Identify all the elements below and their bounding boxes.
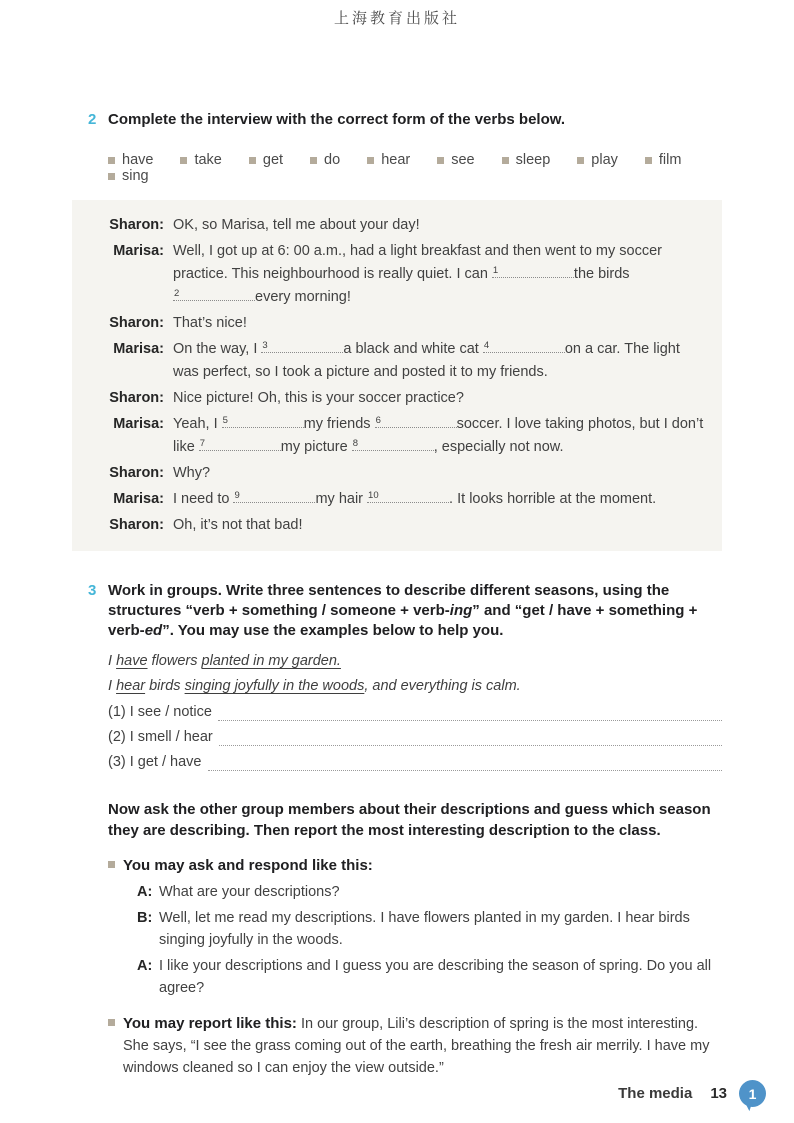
- word-bank-item: [502, 152, 551, 168]
- speech-text: I need to 9 my hair 10 . It looks horrible at the moment.: [173, 489, 657, 507]
- exercise-3-title: Work in groups. Write three sentences to describe different seasons, using the structures “verb + something / someone + verb-ing” and “get / have + something + verb-ed”. You may use the examples below to help you.: [108, 582, 698, 639]
- speaker-text: I like your descriptions and I guess you are describing the season of spring. Do you all agree?: [159, 958, 712, 996]
- footer-page-number: 13: [710, 1085, 727, 1102]
- dialogue-row: [84, 488, 706, 511]
- dialogue-row: [84, 462, 706, 485]
- exercise-2-number: 2: [88, 111, 97, 128]
- bullet-square-icon: [249, 157, 256, 164]
- dialogue-line-a2: [137, 955, 722, 999]
- word-bank-item: [367, 152, 410, 168]
- fill-in-blank-1[interactable]: 1: [492, 265, 574, 278]
- speaker-label: A:: [137, 958, 153, 974]
- speech-text: Well, I got up at 6: 00 a.m., had a light breakfast and then went to my soccer practice. This neighbourhood is really quiet. I can 1 the birds 2 every morning!: [173, 243, 662, 305]
- example-sentence-1: I have flowers planted in my garden.: [108, 653, 341, 669]
- word-bank-item: [249, 152, 283, 168]
- speaker-name: Marisa:: [113, 491, 164, 507]
- fill-in-blank-3[interactable]: 3: [261, 340, 343, 353]
- ask-respond-dialogue: [137, 881, 722, 999]
- speech-text: On the way, I 3 a black and white cat 4 on a car. The light was perfect, so I took a picture and posted it to my friends.: [173, 339, 680, 380]
- word-bank-word: see: [451, 152, 475, 168]
- write-line-label: (1) I see / notice: [108, 704, 212, 720]
- speech-text: Yeah, I 5 my friends 6 soccer. I love taking photos, but I don’t like 7 my picture 8 , especially not now.: [173, 414, 704, 455]
- word-bank-word: have: [122, 152, 154, 168]
- write-line-label: (3) I get / have: [108, 754, 202, 770]
- word-bank-word: play: [591, 152, 618, 168]
- report-body: In our group, Lili’s description of spring is the most interesting. She says, “I see the grass coming out of the earth, breathing the fresh air merrily. I have my windows cleaned so I can enjoy the view outside.”: [123, 1016, 710, 1076]
- fill-in-blank-9[interactable]: 9: [233, 490, 315, 503]
- dialogue-line-a1: [137, 881, 722, 903]
- speaker-name: Marisa:: [113, 416, 164, 432]
- write-line-3: [108, 750, 722, 775]
- word-bank-item: [437, 152, 474, 168]
- dialogue-row: [84, 387, 706, 410]
- speaker-text: Well, let me read my descriptions. I have flowers planted in my garden. I hear birds singing joyfully in the woods.: [159, 910, 690, 948]
- speech-text: Nice picture! Oh, this is your soccer practice?: [173, 390, 464, 406]
- speech-text: OK, so Marisa, tell me about your day!: [173, 217, 420, 233]
- followup-instruction: Now ask the other group members about their descriptions and guess which season they are describing. Then report the most interesting description to the class.: [108, 801, 711, 839]
- speaker-name: Sharon:: [109, 217, 164, 233]
- bullet-square-icon: [180, 157, 187, 164]
- bullet-square-icon: [108, 173, 115, 180]
- speaker-label: A:: [137, 884, 153, 900]
- publisher-header: 上海教育出版社: [333, 9, 460, 27]
- speaker-name: Sharon:: [109, 465, 164, 481]
- speaker-label: B:: [137, 910, 153, 926]
- speech-text: Oh, it’s not that bad!: [173, 517, 303, 533]
- ask-respond-section: [108, 855, 722, 999]
- word-bank: [108, 152, 722, 184]
- dialogue-row: [84, 240, 706, 309]
- report-text: [123, 1013, 722, 1079]
- word-bank-item: [108, 168, 149, 184]
- answer-line[interactable]: [219, 744, 722, 746]
- speaker-name: Sharon:: [109, 390, 164, 406]
- word-bank-word: take: [194, 152, 222, 168]
- speaker-name: Marisa:: [113, 243, 164, 259]
- fill-in-blank-2[interactable]: 2: [173, 288, 255, 301]
- word-bank-item: [577, 152, 618, 168]
- footer-section-title: The media: [618, 1085, 693, 1102]
- write-line-1: [108, 700, 722, 725]
- fill-in-blank-4[interactable]: 4: [483, 340, 565, 353]
- word-bank-word: film: [658, 152, 682, 168]
- word-bank-word: do: [324, 152, 341, 168]
- bullet-square-icon: [108, 861, 115, 868]
- fill-in-blank-6[interactable]: 6: [375, 415, 457, 428]
- answer-line[interactable]: [218, 719, 722, 721]
- page-footer: [618, 1080, 766, 1107]
- bullet-square-icon: [437, 157, 444, 164]
- dialogue-row: [84, 338, 706, 384]
- speaker-text: What are your descriptions?: [159, 884, 340, 900]
- bullet-square-icon: [645, 157, 652, 164]
- exercise-3-body: [108, 649, 722, 1079]
- word-bank-item: [180, 152, 221, 168]
- fill-in-blank-8[interactable]: 8: [352, 438, 434, 451]
- speaker-name: Marisa:: [113, 341, 164, 357]
- dialogue-row: [84, 514, 706, 537]
- example-sentence-2: I hear birds singing joyfully in the woods, and everything is calm.: [108, 678, 521, 694]
- dialogue-line-b: [137, 907, 722, 951]
- report-heading: You may report like this:: [123, 1015, 297, 1032]
- bullet-square-icon: [108, 157, 115, 164]
- bullet-square-icon: [310, 157, 317, 164]
- fill-in-blank-10[interactable]: 10: [367, 490, 449, 503]
- bullet-square-icon: [502, 157, 509, 164]
- bullet-square-icon: [108, 1019, 115, 1026]
- word-bank-word: sleep: [515, 152, 551, 168]
- unit-number-badge: 1: [739, 1080, 766, 1107]
- speaker-name: Sharon:: [109, 315, 164, 331]
- word-bank-word: get: [262, 152, 284, 168]
- answer-line[interactable]: [208, 769, 723, 771]
- dialogue-row: [84, 312, 706, 335]
- exercise-2-heading: [88, 110, 722, 130]
- bullet-square-icon: [577, 157, 584, 164]
- ask-respond-heading: You may ask and respond like this:: [123, 857, 373, 874]
- report-section: [108, 1013, 722, 1079]
- word-bank-word: hear: [381, 152, 411, 168]
- word-bank-item: [310, 152, 340, 168]
- speaker-name: Sharon:: [109, 517, 164, 533]
- exercise-3-heading: [88, 581, 722, 641]
- exercise-3-number: 3: [88, 582, 97, 599]
- dialogue-row: [84, 413, 706, 459]
- dialogue-row: [84, 214, 706, 237]
- fill-in-blank-5[interactable]: 5: [222, 415, 304, 428]
- word-bank-item: [645, 152, 682, 168]
- write-line-2: [108, 725, 722, 750]
- interview-dialogue-box: [72, 200, 722, 551]
- fill-in-blank-7[interactable]: 7: [199, 438, 281, 451]
- exercise-2-title: Complete the interview with the correct form of the verbs below.: [108, 111, 566, 128]
- word-bank-item: [108, 152, 153, 168]
- bullet-square-icon: [367, 157, 374, 164]
- write-line-label: (2) I smell / hear: [108, 729, 213, 745]
- speech-text: That’s nice!: [173, 315, 247, 331]
- page-content: [0, 110, 794, 1079]
- speech-text: Why?: [173, 465, 211, 481]
- word-bank-word: sing: [122, 168, 149, 184]
